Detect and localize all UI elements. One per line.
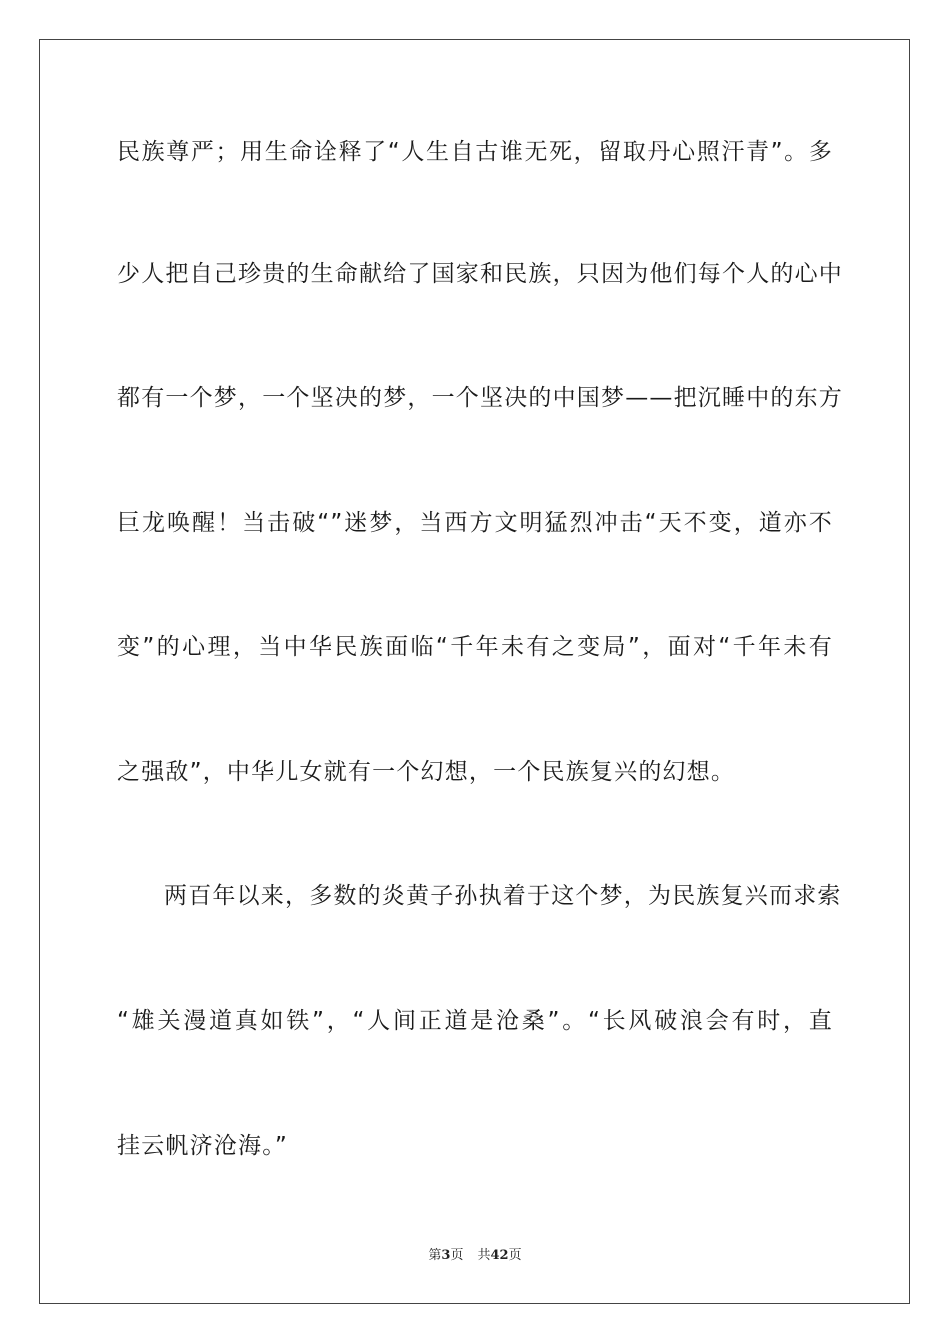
body-text-line: 都有一个梦，一个坚决的梦，一个坚决的中国梦——把沉睡中的东方 (117, 385, 843, 411)
page-prefix: 第 (428, 1248, 442, 1263)
body-text-line: 民族尊严；用生命诠释了“人生自古谁无死，留取丹心照汗青”。多 (117, 139, 833, 165)
body-text-line: 少人把自己珍贵的生命献给了国家和民族，只因为他们每个人的心中 (117, 261, 843, 287)
total-prefix: 共 (477, 1248, 491, 1263)
page-suffix: 页 (450, 1248, 464, 1263)
paragraph-first-line: 两百年以来，多数的炎黄子孙执着于这个梦，为民族复兴而求索 (164, 883, 842, 909)
body-text-line: 挂云帆济沧海。” (117, 1133, 289, 1159)
page-border (39, 39, 910, 1304)
page-number-footer (0, 1247, 950, 1265)
body-text-line: 之强敌”，中华儿女就有一个幻想，一个民族复兴的幻想。 (117, 759, 736, 785)
body-text-line: “雄关漫道真如铁”，“人间正道是沧桑”。“长风破浪会有时，直 (117, 1008, 833, 1034)
total-suffix: 页 (508, 1248, 522, 1263)
body-text-line: 变”的心理，当中华民族面临“千年未有之变局”，面对“千年未有 (117, 634, 833, 660)
current-page-number: 3 (441, 1248, 451, 1263)
body-text-line: 巨龙唤醒！当击破“”迷梦，当西方文明猛烈冲击“天不变，道亦不 (117, 510, 833, 536)
total-pages-number: 42 (490, 1248, 509, 1263)
